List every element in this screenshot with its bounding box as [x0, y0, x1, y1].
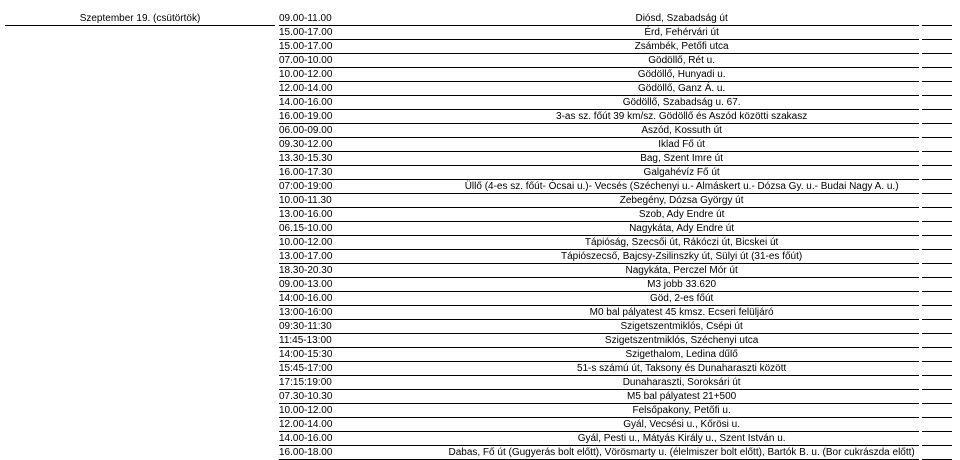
table-row [279, 278, 919, 292]
table-row [279, 124, 919, 138]
location-cell: Dunaharaszti, Soroksári út [444, 376, 919, 390]
right-rule-segment [922, 222, 952, 236]
right-rule-segment [922, 236, 952, 250]
right-rule-segment [922, 12, 952, 26]
time-cell: 06.15-10.00 [279, 222, 444, 236]
location-cell: Szob, Ady Endre út [444, 208, 919, 222]
location-cell: Szigetszentmiklós, Csépi út [444, 320, 919, 334]
location-cell: Felsőpakony, Petőfi u. [444, 404, 919, 418]
location-cell: 51-s számú út, Taksony és Dunaharaszti között [444, 362, 919, 376]
table-row [279, 96, 919, 110]
right-rule-segment [922, 292, 952, 306]
time-cell: 07.00-10.00 [279, 54, 444, 68]
table-row [279, 292, 919, 306]
time-cell: 17:15:19:00 [279, 376, 444, 390]
time-cell: 13:00-16:00 [279, 306, 444, 320]
right-rule-segment [922, 278, 952, 292]
time-cell: 10.00-12.00 [279, 236, 444, 250]
time-cell: 11:45-13:00 [279, 334, 444, 348]
schedule-body [279, 12, 919, 460]
right-rule-segment [922, 180, 952, 194]
time-cell: 14:00-16.00 [279, 292, 444, 306]
right-rule-segment [922, 152, 952, 166]
time-cell: 13.30-15.30 [279, 152, 444, 166]
right-rule-segment [922, 348, 952, 362]
time-cell: 10.00-12.00 [279, 68, 444, 82]
time-cell: 06.00-09.00 [279, 124, 444, 138]
table-row [279, 194, 919, 208]
time-cell: 14.00-16.00 [279, 432, 444, 446]
location-cell: Gyál, Vecsési u., Kőrösi u. [444, 418, 919, 432]
time-cell: 07:00-19:00 [279, 180, 444, 194]
right-rule-segment [922, 68, 952, 82]
table-row [279, 376, 919, 390]
location-cell: Galgahévíz Fő út [444, 166, 919, 180]
time-cell: 14:00-15:30 [279, 348, 444, 362]
time-cell: 12.00-14.00 [279, 82, 444, 96]
location-cell: Gödöllő, Rét u. [444, 54, 919, 68]
table-row [279, 26, 919, 40]
right-rule-segment [922, 446, 952, 460]
time-cell: 15.00-17.00 [279, 26, 444, 40]
location-cell: Nagykáta, Perczel Mór út [444, 264, 919, 278]
table-row [279, 12, 919, 26]
right-rule-segment [922, 96, 952, 110]
right-rule-segment [922, 138, 952, 152]
location-cell: Érd, Fehérvári út [444, 26, 919, 40]
time-cell: 09:30-11:30 [279, 320, 444, 334]
table-row [279, 334, 919, 348]
table-row [279, 250, 919, 264]
time-cell: 15.00-17.00 [279, 40, 444, 54]
location-cell: Üllő (4-es sz. főút- Ócsai u.)- Vecsés (Széchenyi u.- Almáskert u.- Dózsa Gy. u.- Budai Nagy A. u.) [444, 180, 919, 194]
right-rule-segment [922, 26, 952, 40]
location-cell: 3-as sz. főút 39 km/sz. Gödöllő és Aszód közötti szakasz [444, 110, 919, 124]
table-row [279, 264, 919, 278]
table-row [279, 222, 919, 236]
table-row [279, 68, 919, 82]
location-cell: Gödöllő, Szabadság u. 67. [444, 96, 919, 110]
right-rule-segment [922, 110, 952, 124]
table-row [279, 348, 919, 362]
right-rule-segment [922, 432, 952, 446]
right-rule-segment [922, 124, 952, 138]
location-cell: Diósd, Szabadság út [444, 12, 919, 26]
table-row [279, 40, 919, 54]
right-rule-segment [922, 404, 952, 418]
time-cell: 10.00-12.00 [279, 404, 444, 418]
right-rule-segment [922, 166, 952, 180]
right-rule-segment [922, 54, 952, 68]
table-row [279, 82, 919, 96]
location-cell: Nagykáta, Ady Endre út [444, 222, 919, 236]
location-cell: Zsámbék, Petőfi utca [444, 40, 919, 54]
location-cell: Gödöllő, Hunyadi u. [444, 68, 919, 82]
right-rule-segment [922, 208, 952, 222]
table-row [279, 432, 919, 446]
table-row [279, 236, 919, 250]
location-cell: Tápióság, Szecsői út, Rákóczi út, Bicskei út [444, 236, 919, 250]
location-cell: Gödöllő, Ganz Á. u. [444, 82, 919, 96]
time-cell: 14.00-16.00 [279, 96, 444, 110]
table-row [279, 138, 919, 152]
time-cell: 18.30-20.30 [279, 264, 444, 278]
time-cell: 09.30-12.00 [279, 138, 444, 152]
table-row [279, 110, 919, 124]
right-rule-segment [922, 82, 952, 96]
table-row [279, 320, 919, 334]
time-cell: 07.30-10.30 [279, 390, 444, 404]
location-cell: Aszód, Kossuth út [444, 124, 919, 138]
table-row [279, 166, 919, 180]
right-rule-segment [922, 306, 952, 320]
table-row [279, 418, 919, 432]
schedule-table [279, 12, 919, 460]
table-row [279, 152, 919, 166]
right-rule-segment [922, 264, 952, 278]
table-row [279, 180, 919, 194]
right-rule-segment [922, 320, 952, 334]
location-cell: Dabas, Fő út (Gugyerás bolt előtt), Vörösmarty u. (élelmiszer bolt előtt), Bartók B. u. (Bor cukrászda előtt) [444, 446, 919, 460]
time-cell: 10.00-11.30 [279, 194, 444, 208]
right-rule-segment [922, 334, 952, 348]
table-row [279, 306, 919, 320]
location-cell: M3 jobb 33.620 [444, 278, 919, 292]
location-cell: Szigetszentmiklós, Széchenyi utca [444, 334, 919, 348]
right-rule-segment [922, 376, 952, 390]
location-cell: Göd, 2-es főút [444, 292, 919, 306]
day-label: Szeptember 19. (csütörtök) [5, 12, 275, 26]
table-row [279, 362, 919, 376]
right-column-rule [922, 12, 952, 413]
table-row [279, 446, 919, 460]
time-cell: 12.00-14.00 [279, 418, 444, 432]
location-cell: Tápiószecső, Bajcsy-Zsilinszky út, Sülyi út (31-es főút) [444, 250, 919, 264]
time-cell: 09.00-11.00 [279, 12, 444, 26]
location-cell: Bag, Szent Imre út [444, 152, 919, 166]
right-rule-segment [922, 40, 952, 54]
table-row [279, 208, 919, 222]
time-cell: 15:45-17:00 [279, 362, 444, 376]
location-cell: Gyál, Pesti u., Mátyás Király u., Szent István u. [444, 432, 919, 446]
right-rule-segment [922, 390, 952, 404]
location-cell: Szigethalom, Ledina dűlő [444, 348, 919, 362]
location-cell: M0 bal pályatest 45 kmsz. Ecseri felüljáró [444, 306, 919, 320]
location-cell: Zebegény, Dózsa György út [444, 194, 919, 208]
time-cell: 09.00-13.00 [279, 278, 444, 292]
time-cell: 16.00-19.00 [279, 110, 444, 124]
time-cell: 16.00-18.00 [279, 446, 444, 460]
time-cell: 13.00-17.00 [279, 250, 444, 264]
right-rule-segment [922, 362, 952, 376]
time-cell: 16.00-17.30 [279, 166, 444, 180]
location-cell: Iklad Fő út [444, 138, 919, 152]
day-column-empty [5, 25, 275, 426]
right-rule-segment [922, 418, 952, 432]
table-row [279, 54, 919, 68]
time-cell: 13.00-16.00 [279, 208, 444, 222]
table-row [279, 390, 919, 404]
location-cell: M5 bal pályatest 21+500 [444, 390, 919, 404]
right-rule-segment [922, 250, 952, 264]
table-row [279, 404, 919, 418]
right-rule-segment [922, 194, 952, 208]
